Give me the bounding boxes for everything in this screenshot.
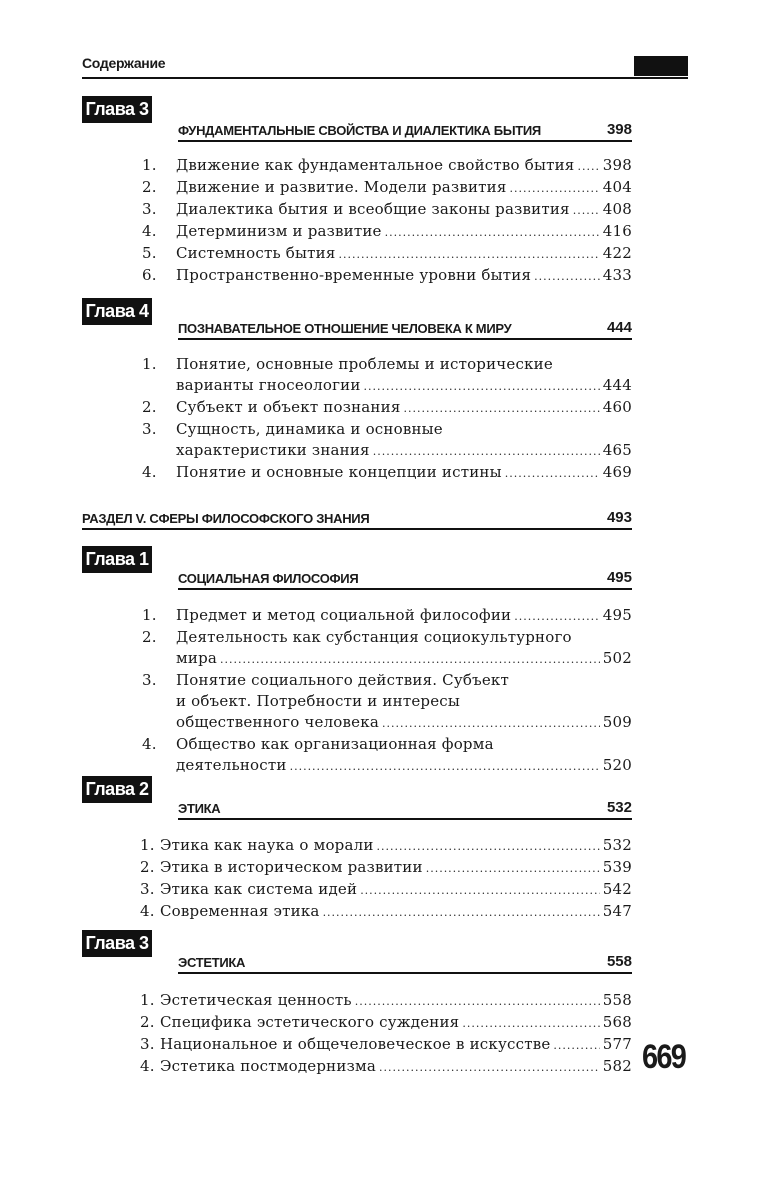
- leader-dots: [377, 836, 600, 857]
- entry-page: 539: [602, 858, 632, 876]
- leader-dots: [379, 1057, 600, 1078]
- chapter-page: 444: [606, 319, 632, 336]
- entry-line-text: мира: [176, 649, 218, 667]
- entry-text: [160, 990, 632, 1012]
- entry-text: [176, 265, 632, 287]
- entry-text: [160, 857, 632, 879]
- chapter-tab: Глава 1: [82, 546, 152, 573]
- chapter-heading: [178, 316, 632, 340]
- chapter-page: 398: [606, 121, 632, 138]
- leader-dots: [355, 991, 600, 1012]
- leader-dots: [382, 713, 600, 734]
- entry-line-text: Этика в историческом развитии: [160, 858, 423, 876]
- entry-line-text: Эстетика постмодернизма: [160, 1057, 376, 1075]
- entry-line: [176, 397, 632, 419]
- entry-line: [176, 243, 632, 265]
- entry-text: [160, 1034, 632, 1056]
- entry-page: 542: [602, 880, 632, 898]
- entry-line: [160, 990, 632, 1012]
- running-header-title: Содержание: [82, 55, 166, 71]
- leader-dots: [573, 200, 600, 221]
- entry-page: 422: [602, 244, 632, 262]
- leader-dots: [290, 756, 600, 777]
- entry-line: [176, 440, 632, 462]
- entry-page: 568: [602, 1013, 632, 1031]
- entry-text: [176, 670, 632, 734]
- leader-dots: [323, 902, 600, 923]
- entry-text: [160, 901, 632, 923]
- entry-number: 1.: [142, 156, 157, 174]
- chapter-title: ПОЗНАВАТЕЛЬНОЕ ОТНОШЕНИЕ ЧЕЛОВЕКА К МИРУ: [178, 321, 512, 336]
- entry-page: 408: [602, 200, 632, 218]
- entry-text: [176, 243, 632, 265]
- chapter-heading: [178, 950, 632, 974]
- chapter-tab: Глава 3: [82, 930, 152, 957]
- entry-line: [176, 691, 632, 712]
- leader-dots: [577, 156, 599, 177]
- leader-dots: [385, 222, 600, 243]
- entry-number: 6.: [142, 266, 157, 284]
- entry-number: 3.: [142, 420, 157, 438]
- entry-line-text: варианты гносеологии: [176, 376, 361, 394]
- entry-number: 4.: [142, 222, 157, 240]
- entry-text: [160, 1012, 632, 1034]
- entry-line-text: Понятие, основные проблемы и исторические: [176, 355, 553, 373]
- entry-number: 3.: [140, 880, 155, 898]
- entry-line-text: Субъект и объект познания: [176, 398, 401, 416]
- entry-line-text: Пространственно-временные уровни бытия: [176, 266, 532, 284]
- entry-line: [176, 734, 632, 755]
- entry-line-text: Современная этика: [160, 902, 320, 920]
- entry-text: [176, 155, 632, 177]
- chapter-heading: [178, 796, 632, 820]
- entry-line: [176, 605, 632, 627]
- entry-number: 2.: [142, 178, 157, 196]
- entry-line: [176, 199, 632, 221]
- entry-line-text: характеристики знания: [176, 441, 370, 459]
- entry-page: 577: [602, 1035, 632, 1053]
- entry-line-text: Сущность, динамика и основные: [176, 420, 443, 438]
- entry-number: 4.: [142, 463, 157, 481]
- entry-page: 469: [602, 463, 632, 481]
- leader-dots: [404, 398, 600, 419]
- entry-line: [160, 1056, 632, 1078]
- entry-line-text: Системность бытия: [176, 244, 336, 262]
- entry-line: [176, 627, 632, 648]
- entry-number: 2.: [142, 398, 157, 416]
- entry-line-text: деятельности: [176, 756, 287, 774]
- entry-text: [176, 605, 632, 627]
- entry-number: 4.: [140, 1057, 155, 1075]
- entry-page: 547: [602, 902, 632, 920]
- entry-page: 509: [602, 713, 632, 731]
- entry-page: 460: [602, 398, 632, 416]
- chapter-page: 495: [606, 569, 632, 586]
- entry-line: [176, 712, 632, 734]
- entry-number: 3.: [142, 671, 157, 689]
- entry-line-text: Предмет и метод социальной философии: [176, 606, 512, 624]
- entry-line: [160, 901, 632, 923]
- entry-number: 1.: [142, 355, 157, 373]
- chapter-page: 532: [606, 799, 632, 816]
- entry-line: [176, 670, 632, 691]
- entry-line: [160, 1012, 632, 1034]
- chapter-title: ЭТИКА: [178, 801, 221, 816]
- entry-text: [176, 199, 632, 221]
- entry-line-text: и объект. Потребности и интересы: [176, 692, 461, 710]
- entry-text: [176, 627, 632, 670]
- entry-page: 404: [602, 178, 632, 196]
- entry-line: [176, 375, 632, 397]
- entry-number: 2.: [140, 858, 155, 876]
- entry-page: 502: [602, 649, 632, 667]
- leader-dots: [426, 858, 600, 879]
- entry-number: 2.: [140, 1013, 155, 1031]
- entry-number: 1.: [140, 836, 155, 854]
- entry-number: 1.: [140, 991, 155, 1009]
- entry-line-text: Национальное и общечеловеческое в искусстве: [160, 1035, 551, 1053]
- entry-page: 495: [602, 606, 632, 624]
- leader-dots: [364, 376, 600, 397]
- entry-line-text: Понятие и основные концепции истины: [176, 463, 502, 481]
- entry-line: [176, 755, 632, 777]
- entry-page: 582: [602, 1057, 632, 1075]
- entry-text: [176, 221, 632, 243]
- page-number: 669: [642, 1038, 686, 1076]
- entry-line-text: Общество как организационная форма: [176, 735, 494, 753]
- entry-number: 2.: [142, 628, 157, 646]
- entry-number: 4.: [142, 735, 157, 753]
- entry-line: [176, 462, 632, 484]
- header-rule: [82, 77, 688, 79]
- entry-line: [176, 648, 632, 670]
- entry-line-text: Эстетическая ценность: [160, 991, 352, 1009]
- entry-line: [160, 835, 632, 857]
- chapter-tab: Глава 2: [82, 776, 152, 803]
- entry-text: [176, 177, 632, 199]
- entry-text: [160, 835, 632, 857]
- entry-page: 444: [602, 376, 632, 394]
- entry-text: [176, 734, 632, 777]
- entry-line-text: Детерминизм и развитие: [176, 222, 382, 240]
- entry-page: 465: [602, 441, 632, 459]
- leader-dots: [360, 880, 600, 901]
- entry-page: 398: [602, 156, 632, 174]
- entry-line: [160, 879, 632, 901]
- entry-line: [176, 155, 632, 177]
- section-title: РАЗДЕЛ V. СФЕРЫ ФИЛОСОФСКОГО ЗНАНИЯ: [82, 511, 370, 526]
- chapter-heading: [178, 118, 632, 142]
- entry-text: [176, 354, 632, 397]
- entry-line: [176, 221, 632, 243]
- entry-line: [160, 857, 632, 879]
- entry-page: 416: [602, 222, 632, 240]
- header-black-bar: [634, 56, 688, 76]
- chapter-tab: Глава 4: [82, 298, 152, 325]
- section-page: 493: [606, 509, 632, 526]
- leader-dots: [505, 463, 600, 484]
- entry-text: [160, 1056, 632, 1078]
- entry-line-text: Этика как наука о морали: [160, 836, 374, 854]
- entry-text: [176, 462, 632, 484]
- leader-dots: [220, 649, 600, 670]
- leader-dots: [339, 244, 600, 265]
- entry-line-text: Движение как фундаментальное свойство бытия: [176, 156, 575, 174]
- chapter-tab: Глава 3: [82, 96, 152, 123]
- entry-text: [176, 419, 632, 462]
- entry-line-text: общественного человека: [176, 713, 379, 731]
- leader-dots: [462, 1013, 599, 1034]
- entry-line: [176, 265, 632, 287]
- entry-number: 1.: [142, 606, 157, 624]
- entry-line-text: Движение и развитие. Модели развития: [176, 178, 507, 196]
- entry-line: [176, 419, 632, 440]
- chapter-title: ЭСТЕТИКА: [178, 955, 246, 970]
- leader-dots: [553, 1035, 599, 1056]
- leader-dots: [510, 178, 600, 199]
- entry-page: 520: [602, 756, 632, 774]
- entry-line-text: Этика как система идей: [160, 880, 358, 898]
- entry-page: 532: [602, 836, 632, 854]
- entry-page: 433: [602, 266, 632, 284]
- chapter-title: СОЦИАЛЬНАЯ ФИЛОСОФИЯ: [178, 571, 359, 586]
- entry-number: 5.: [142, 244, 157, 262]
- leader-dots: [534, 266, 600, 287]
- section-heading: [82, 506, 632, 530]
- chapter-page: 558: [606, 953, 632, 970]
- entry-number: 3.: [142, 200, 157, 218]
- entry-line: [160, 1034, 632, 1056]
- leader-dots: [373, 441, 600, 462]
- entry-line-text: Специфика эстетического суждения: [160, 1013, 460, 1031]
- entry-text: [160, 879, 632, 901]
- entry-number: 4.: [140, 902, 155, 920]
- entry-page: 558: [602, 991, 632, 1009]
- entry-line: [176, 177, 632, 199]
- entry-line: [176, 354, 632, 375]
- entry-line-text: Понятие социального действия. Субъект: [176, 671, 509, 689]
- chapter-title: ФУНДАМЕНТАЛЬНЫЕ СВОЙСТВА И ДИАЛЕКТИКА БЫТИЯ: [178, 123, 541, 138]
- entry-line-text: Деятельность как субстанция социокультурного: [176, 628, 572, 646]
- entry-line-text: Диалектика бытия и всеобщие законы развития: [176, 200, 570, 218]
- leader-dots: [514, 606, 600, 627]
- entry-number: 3.: [140, 1035, 155, 1053]
- entry-text: [176, 397, 632, 419]
- chapter-heading: [178, 566, 632, 590]
